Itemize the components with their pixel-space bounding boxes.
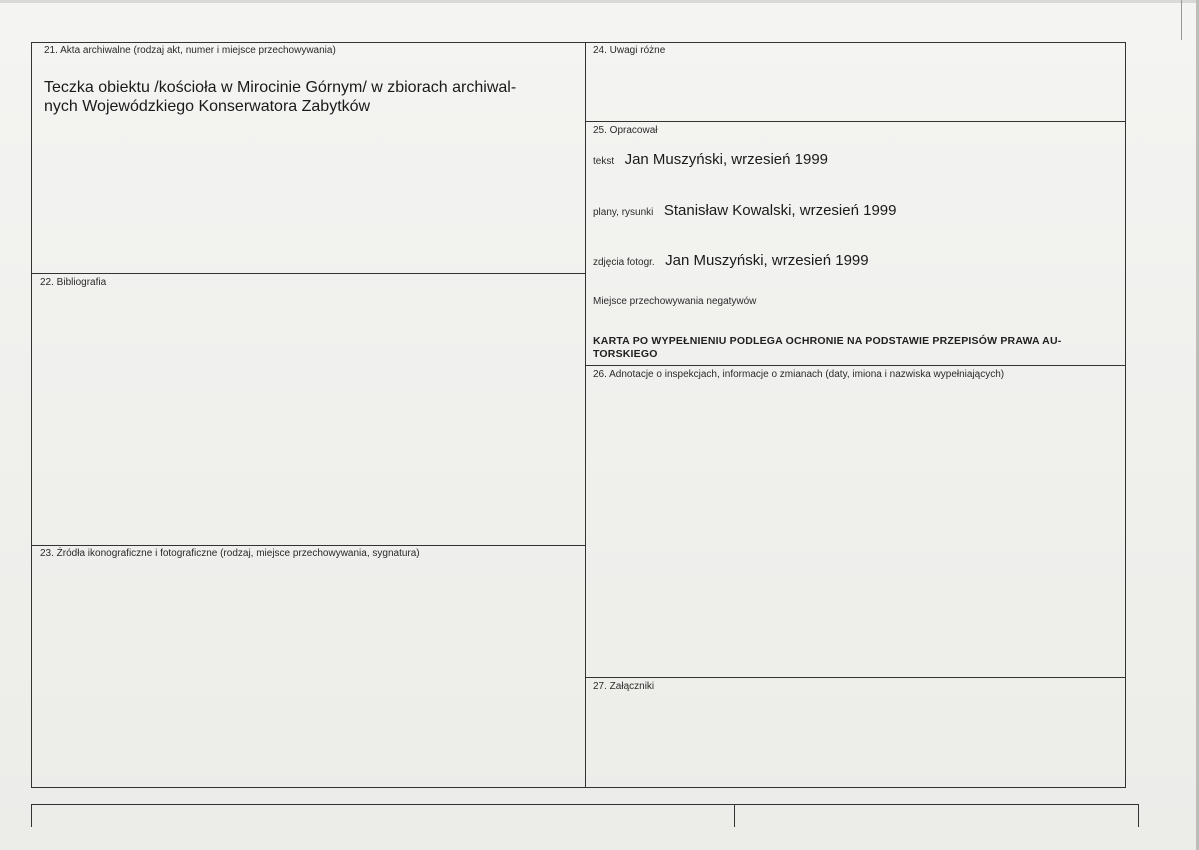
- divider-24-25: [585, 121, 1126, 122]
- divider-26-27: [585, 677, 1126, 678]
- section-21-label: 21. Akta archiwalne (rodzaj akt, numer i miejsce przechowywania): [44, 45, 336, 56]
- plany-row: [593, 202, 896, 220]
- divider-22-23: [31, 545, 585, 546]
- section-25-label: 25. Opracował: [593, 125, 658, 136]
- section-21-content-line1: Teczka obiektu /kościoła w Mirocinie Górnym/ w zbiorach archiwal-: [44, 79, 517, 96]
- section-23-label: 23. Źródła ikonograficzne i fotograficzne (rodzaj, miejsce przechowywania, sygnatura): [40, 548, 420, 559]
- section-27-label: 27. Załączniki: [593, 681, 655, 692]
- plany-value: Stanisław Kowalski, wrzesień 1999: [663, 202, 897, 219]
- scan-edge-top: [0, 0, 1199, 3]
- tekst-value: Jan Muszyński, wrzesień 1999: [624, 151, 829, 168]
- tekst-label: tekst: [593, 156, 615, 167]
- plany-label: plany, rysunki: [593, 207, 654, 218]
- zdjecia-row: [593, 252, 869, 270]
- section-24-label: 24. Uwagi różne: [593, 45, 666, 56]
- footer-tick-left: [31, 805, 32, 827]
- divider-21-22: [31, 273, 585, 274]
- zdjecia-value: Jan Muszyński, wrzesień 1999: [665, 252, 869, 269]
- scan-edge-mark: [1181, 0, 1182, 40]
- section-22-label: 22. Bibliografia: [40, 277, 107, 288]
- copyright-notice-line1: KARTA PO WYPEŁNIENIU PODLEGA OCHRONIE NA PODSTAWIE PRZEPISÓW PRAWA AU-: [593, 335, 1062, 347]
- negatywy-label: Miejsce przechowywania negatywów: [593, 296, 757, 307]
- footer-tick-right: [1138, 805, 1139, 827]
- copyright-notice-line2: TORSKIEGO: [593, 348, 658, 360]
- section-21-content-line2: nych Wojewódzkiego Konserwatora Zabytków: [44, 98, 371, 115]
- zdjecia-label: zdjęcia fotogr.: [593, 257, 655, 268]
- section-26-label: 26. Adnotacje o inspekcjach, informacje o zmianach (daty, imiona i nazwiska wypełniających): [593, 369, 1005, 380]
- footer-tick-middle: [734, 805, 735, 827]
- divider-25-26: [585, 365, 1126, 366]
- footer-strip: [31, 804, 1139, 827]
- tekst-row: [593, 151, 828, 169]
